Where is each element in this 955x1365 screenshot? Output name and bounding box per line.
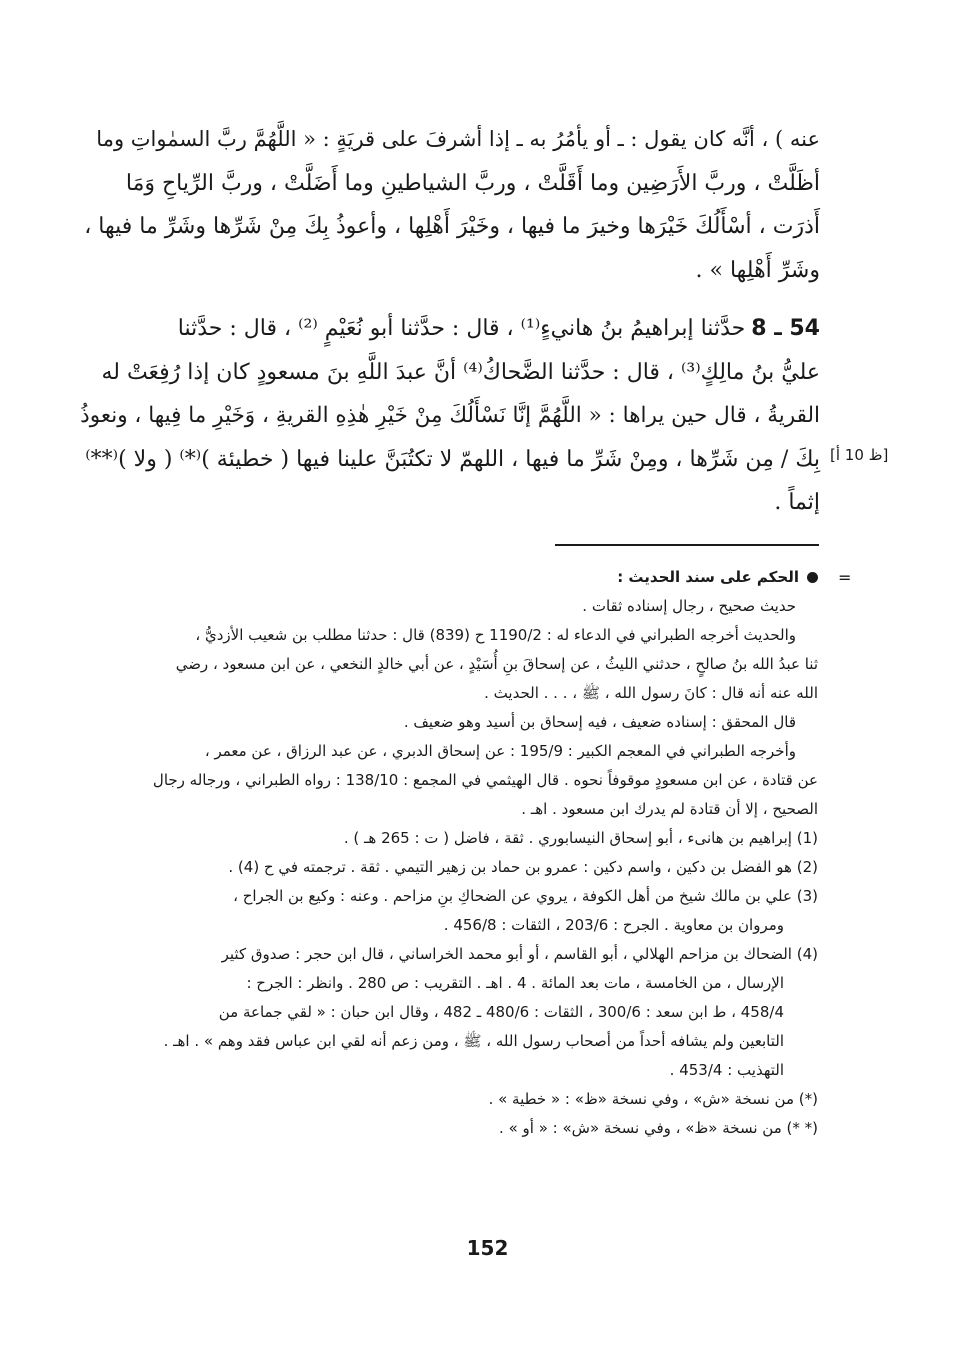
footnote-line: ومروان بن معاوية . الجرح : 203/6 ، الثقات : 456/8 . [443, 916, 784, 934]
footnote-heading [80, 563, 818, 592]
footnote-line: التابعين ولم يشافه أحداً من أصحاب رسول الله ، ﷺ ، ومن زعم أنه لقي ابن عباس فقد وهم » . اهـ . [163, 1032, 784, 1050]
footnote-line: حديث صحيح ، رجال إسناده ثقات . [582, 597, 796, 615]
text-line: بِكَ / مِن شَرِّها ، ومِنْ شَرِّ ما فيها ، اللهمّ لا تكتُبَنَّ علينا فيها ( خطيئة )⁽*⁾ ( ولا )⁽**⁾ [85, 446, 820, 472]
footnote-line: الله عنه أنه قال : كانَ رسول الله ، ﷺ ، . . . الحديث . [484, 684, 818, 702]
footnote-line: والحديث أخرجه الطبراني في الدعاء له : 1190/2 ح (839) قال : حدثنا مطلب بن شعيب الأزديُّ ، [195, 626, 796, 644]
text-line: وشَرِّ أَهْلِها » . [695, 257, 820, 283]
footnote-line: (4) الضحاك بن مزاحم الهلالي ، أبو القاسم ، أو أبو محمد الخراساني ، قال ابن حجر : صدوق كثير [221, 945, 818, 963]
main-paragraph-1 [80, 118, 820, 292]
footnote-line: 458/4 ، ط ابن سعد : 300/6 ، الثقات : 480/6 ـ 482 ، وقال ابن حبان : « لقي جماعة من [218, 1003, 784, 1021]
text-line [80, 307, 820, 351]
footnote-line: عن قتادة ، عن ابن مسعودٍ موقوفاً نحوه . قال الهيثمي في المجمع : 138/10 : رواه الطبراني ، ورجاله رجال [152, 771, 818, 789]
footnote-line: (3) علي بن مالك شيخ من أهل الكوفة ، يروي عن الضحاكِ بنِ مزاحم . وعنه : وكيع بن الجراح ، [233, 887, 818, 905]
text-line: عنه ) ، أنَّه كان يقول : ـ أو يأمُرُ به ـ إذا أشرفَ على قريَةٍ : « اللَّهُمَّ ربَّ السمٰواتِ وما [96, 127, 820, 151]
footnote-line: وأخرجه الطبراني في المعجم الكبير : 195/9 : عن إسحاق الدبري ، عن عبد الرزاق ، عن معمر ، [204, 742, 796, 760]
footnotes [80, 563, 818, 1143]
text-line: أَذرَت ، أسْأَلُكَ خَيْرَها وخيرَ ما فيها ، وخَيْرَ أَهْلِها ، وأعوذُ بِكَ مِنْ شَرِّها وشَرِّ ما فيها ، [84, 214, 820, 239]
footnote-line: (* *) من نسخة «ظ» ، وفي نسخة «ش» : « أو » . [499, 1119, 818, 1137]
page-number: 152 [466, 1236, 509, 1260]
continuation-mark: = [838, 568, 852, 587]
footnote-line: (1) إبراهيم بن هانىء ، أبو إسحاق النيسابوري . ثقة ، فاضل ( ت : 265 هـ ) . [343, 829, 818, 847]
footnote-lines [80, 592, 818, 1143]
bullet-icon [807, 572, 818, 583]
hadith-number: 54 ـ 8 [751, 316, 820, 341]
text-line: إثماً . [774, 490, 820, 515]
footnote-line: التهذيب : 453/4 . [669, 1061, 784, 1079]
footnote-line: (*) من نسخة «ش» ، وفي نسخة «ظ» : « خطية » . [488, 1090, 818, 1108]
footnote-line: ثنا عبدُ الله بنُ صالحٍ ، حدثني الليثُ ، عن إسحاقَ بنِ أُسَيْدٍ ، عن أبي خالدٍ النخعي ، عن ابن مسعود ، رضي [175, 655, 818, 673]
text-line: عليُّ بنُ مالِكٍ⁽³⁾ ، قال : حدَّثنا الضَّحاكُ⁽⁴⁾ أنَّ عبدَ اللَّهِ بنَ مسعودٍ كان إذا رُفِعَتْ له [101, 359, 820, 385]
footnote-line: الإرسال ، من الخامسة ، مات بعد المائة . 4 . اهـ . التقريب : ص 280 . وانظر : الجرح : [246, 974, 784, 992]
footnote-line: (2) هو الفضل بن دكين ، واسم دكين : عمرو بن حماد بن زهير التيمي . ثقة . ترجمته في ح (4) . [228, 858, 818, 876]
footnote-line: قال المحقق : إسناده ضعيف ، فيه إسحاق بن أسيد وهو ضعيف . [403, 713, 796, 731]
footnote-separator [555, 544, 819, 546]
text-line-content: حدَّثنا إبراهيمُ بنُ هانيءٍ⁽¹⁾ ، قال : حدَّثنا أبو نُعَيْمٍ ⁽²⁾ ، قال : حدَّثنا [177, 316, 746, 341]
manuscript-folio-ref: [ظ 10 أ] [830, 446, 889, 464]
footnote-line: الصحيح ، إلا أن قتادة لم يدرك ابن مسعود . اهـ . [521, 800, 818, 818]
main-paragraph-2 [80, 307, 820, 525]
footnote-heading-text: الحكم على سند الحديث : [617, 568, 799, 586]
text-line: أظَلَّتْ ، وربَّ الأَرَضِين وما أَقَلَّتْ ، وربَّ الشياطينِ وما أَضَلَّتْ ، وربَّ الرِّياحِ وَمَا [125, 170, 820, 196]
text-line: القريةُ ، قال حين يراها : « اللَّهُمَّ إنَّا نَسْأَلُكَ مِنْ خَيْرِ هٰذِهِ القريةِ ، وَخَيْرِ ما فِيها ، ونعوذُ [80, 403, 820, 428]
